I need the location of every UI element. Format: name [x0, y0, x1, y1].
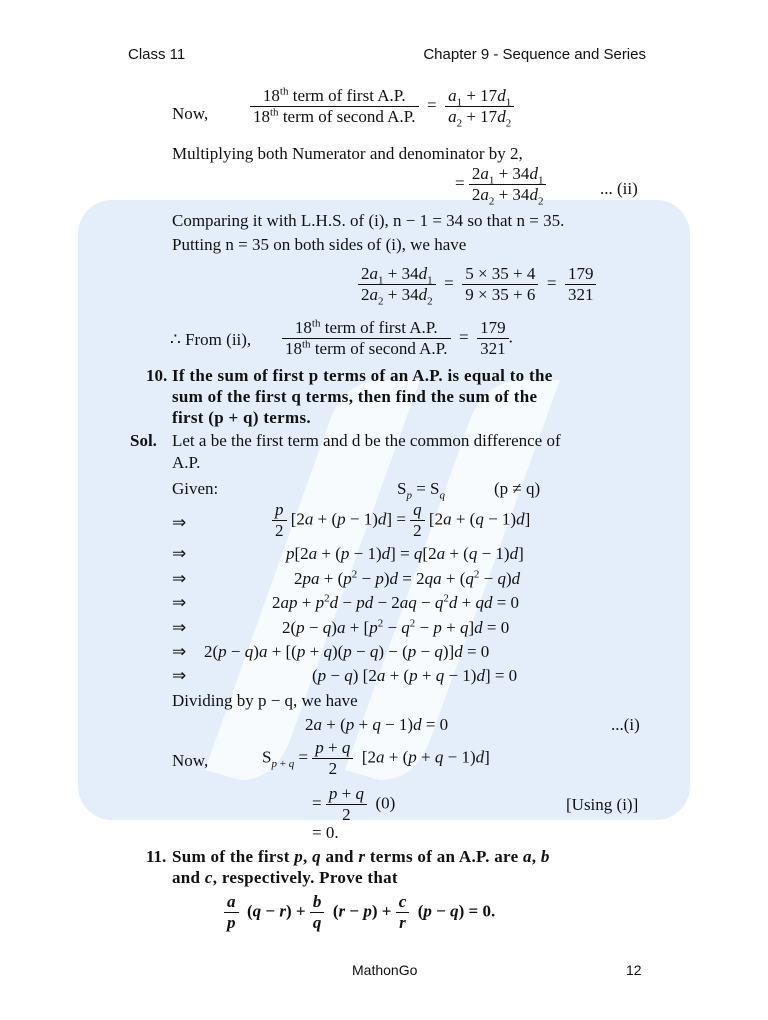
multiply-text: Multiplying both Numerator and denominator by 2,	[172, 144, 523, 163]
implies-icon: ⇒	[172, 569, 187, 588]
step-2: $2pa + (p^2 - p)d = 2qa + (q^2 - q)d$	[294, 568, 521, 588]
now-label: Now,	[172, 104, 209, 123]
footer-brand: MathonGo	[352, 962, 418, 978]
from-ii-label: ∴ From (ii),	[170, 330, 252, 349]
ratio-fraction: $\frac{18^{th} term of first A.P.}{18^{th} term of second A.P.}$ = $\frac{a_1 + 17d_1}{a_2 + 17d_2}$	[250, 86, 514, 127]
implies-icon: ⇒	[172, 513, 187, 532]
step-fraction-equation: $\frac{p}{2}$ [2a + (p − 1)d] = $\frac{q}{2}$ [2a + (q − 1)d]	[272, 500, 530, 541]
question-10-line-3: first (p + q) terms.	[172, 408, 311, 427]
equation-tag-ii: ... (ii)	[600, 179, 638, 198]
sum-zero-equation: = $\frac{p + q}{2}$ (0)	[312, 784, 396, 824]
sum-p-plus-q-equation: $S_{p + q}$ = $\frac{p + q}{2}$ [2a + (p + q − 1)d]	[262, 738, 490, 778]
implies-icon: ⇒	[172, 618, 187, 637]
given-equation: $S_p = S_q$	[397, 479, 446, 502]
implies-icon: ⇒	[172, 642, 187, 661]
given-condition: (p ≠ q)	[494, 479, 541, 498]
solution-label: Sol.	[130, 431, 157, 450]
substitution-fraction: $\frac{2a_1 + 34d_1}{2a_2 + 34d_2}$ = $\frac{5 \times 35 + 4}{9 \times 35 + 6}$ = $\frac{179}{321}$	[358, 264, 596, 305]
step-3: $2ap + p^2d$ − pd − $2aq - q^2d$ + qd = 0	[272, 592, 520, 612]
prove-equation: $\frac{a}{p}$ (q − r) + $\frac{b}{q}$ (r − p) + $\frac{c}{r}$ (p − q) = 0.	[224, 892, 495, 933]
question-10-line-1: If the sum of first p terms of an A.P. is equal to the	[172, 366, 553, 385]
header-class-label: Class 11	[128, 46, 186, 63]
question-11-number: 11.	[146, 847, 167, 866]
equation-i: 2a + (p + q − 1)d = 0	[305, 715, 449, 734]
step-4: $2(p - q)a + [p^2 - q^2 - p + q]d = 0$	[282, 617, 510, 637]
using-i-note: [Using (i)]	[566, 795, 639, 814]
implies-icon: ⇒	[172, 544, 187, 563]
step-1: p[2a + (p − 1)d] = q[2a + (q − 1)d]	[286, 544, 524, 563]
equation-tag-i: ...(i)	[611, 715, 640, 734]
putting-text: Putting n = 35 on both sides of (i), we have	[172, 235, 467, 254]
solution-line-1: Let a be the first term and d be the common difference of	[172, 431, 561, 450]
step-6: (p − q) [2a + (p + q − 1)d] = 0	[312, 666, 518, 685]
comparing-text: Comparing it with L.H.S. of (i), n − 1 = 34 so that n = 35.	[172, 211, 565, 230]
given-label: Given:	[172, 479, 219, 498]
header-chapter-label: Chapter 9 - Sequence and Series	[423, 46, 646, 63]
dividing-text: Dividing by p − q, we have	[172, 691, 358, 710]
implies-icon: ⇒	[172, 666, 187, 685]
step-5: 2(p − q)a + [(p + q)(p − q) − (p − q)]d = 0	[204, 642, 490, 661]
result-text: = 0.	[312, 823, 339, 842]
question-10-number: 10.	[146, 366, 168, 385]
final-ratio-fraction: $\frac{18^{th} term of first A.P.}{18^{th} term of second A.P.}$ = $\frac{179}{321}$ .	[282, 318, 513, 359]
implies-icon: ⇒	[172, 593, 187, 612]
solution-line-2: A.P.	[172, 453, 201, 472]
question-11-line-1: Sum of the first p, q and r terms of an A.P. are a, b	[172, 847, 550, 866]
footer-page-number: 12	[626, 962, 642, 978]
now-label-2: Now,	[172, 751, 209, 770]
double-fraction: = $\frac{2a_1 + 34d_1}{2a_2 + 34d_2}$	[455, 164, 546, 205]
question-11-line-2: and c, respectively. Prove that	[172, 868, 398, 887]
question-10-line-2: sum of the first q terms, then find the sum of the	[172, 387, 538, 406]
